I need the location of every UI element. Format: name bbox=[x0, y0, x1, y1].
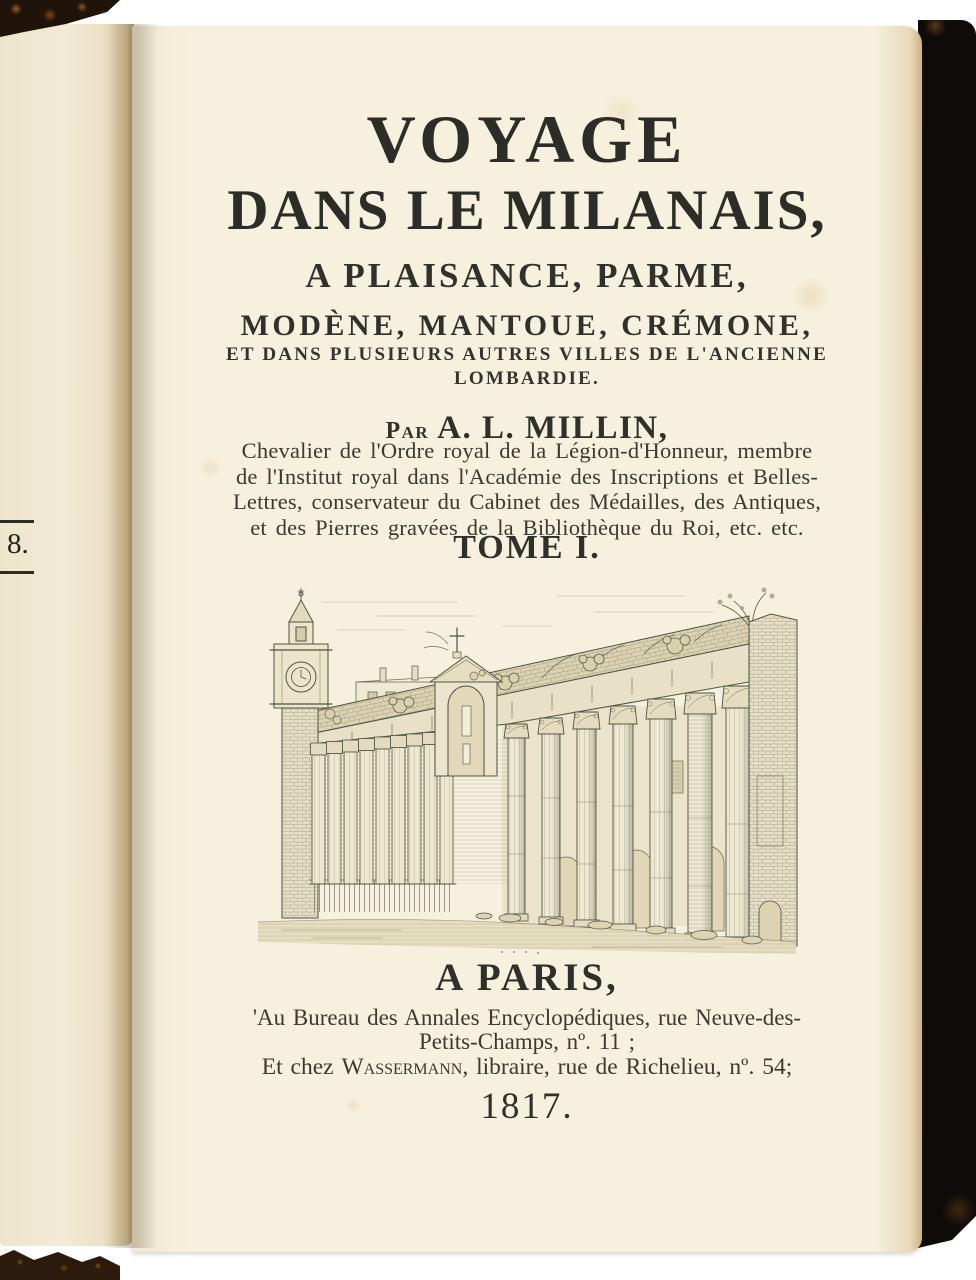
facing-page bbox=[0, 24, 134, 1246]
plate-rule-top bbox=[0, 520, 34, 523]
publication-year: 1817. bbox=[480, 1086, 574, 1127]
brick-pier bbox=[749, 614, 797, 946]
sky-hatching bbox=[322, 596, 714, 630]
author-titles-block bbox=[132, 438, 922, 540]
imprint-address-line-1: 'Au Bureau des Annales Encyclopédiques, rue Neuve-des- bbox=[252, 1005, 802, 1030]
subtitle-cities-line-2: MODÈNE, MANTOUE, CRÉMONE, bbox=[240, 309, 814, 342]
imprint-address-line-2: Petits-Champs, nº. 11 ; bbox=[418, 1029, 636, 1054]
author-titles-line: de l'Institut royal dans l'Académie des Inscriptions et Belles- bbox=[235, 463, 819, 489]
subtitle-cities-line-1: A PLAISANCE, PARME, bbox=[305, 256, 749, 295]
imprint-city: A PARIS, bbox=[435, 956, 619, 999]
author-titles-line: et des Pierres gravées de la Bibliothèque du Roi, etc. etc. bbox=[250, 514, 804, 540]
bookseller-prefix: Et chez bbox=[261, 1054, 342, 1080]
author-titles-line: Chevalier de l'Ordre royal de la Légion-d'Honneur, membre bbox=[241, 438, 813, 463]
left-colonnade bbox=[310, 731, 456, 884]
book-cover-edge bbox=[918, 20, 976, 1248]
bookseller-name: Wassermann bbox=[341, 1054, 463, 1080]
aedicula-shrine bbox=[424, 628, 502, 776]
plate-rule-bottom bbox=[0, 571, 34, 574]
subtitle-region-line-2: LOMBARDIE. bbox=[453, 368, 601, 389]
author-titles-line: Lettres, conservateur du Cabinet des Médailles, des Antiques, bbox=[232, 489, 822, 514]
plate-number-label: 8. bbox=[7, 528, 29, 560]
byline-prefix: Par bbox=[385, 418, 430, 444]
book-title-line-1: VOYAGE bbox=[366, 101, 688, 177]
title-page bbox=[132, 26, 922, 1252]
bookseller-suffix: , libraire, rue de Richelieu, nº. 54; bbox=[462, 1054, 793, 1080]
byline-name: A. L. MILLIN, bbox=[437, 410, 669, 446]
volume-label: TOME I. bbox=[453, 529, 601, 566]
plate-dots bbox=[501, 951, 539, 954]
book-title-line-2: DANS LE MILANAIS, bbox=[227, 179, 827, 242]
imprint-bookseller-line bbox=[132, 1054, 922, 1081]
leather-spine-corner bbox=[0, 1248, 120, 1280]
subtitle-region-line-1: ET DANS PLUSIEURS AUTRES VILLES DE L'ANCIENNE bbox=[226, 344, 828, 365]
colonnade-engraving-illustration bbox=[252, 586, 800, 956]
